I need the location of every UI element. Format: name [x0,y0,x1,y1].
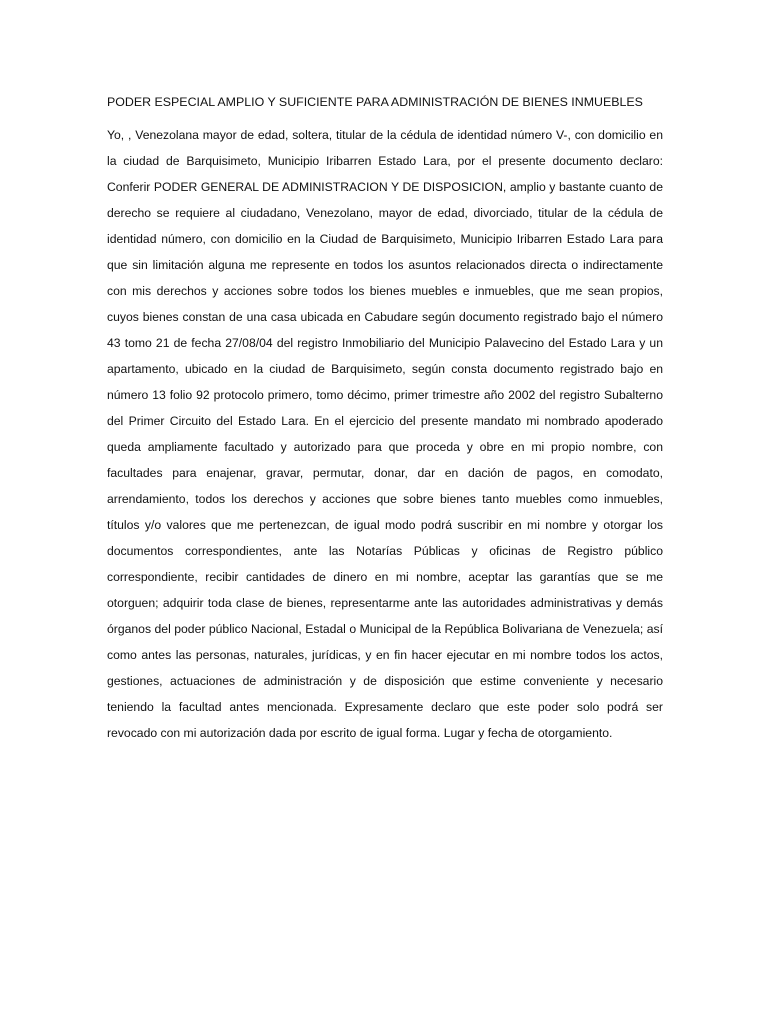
document-body: Yo, , Venezolana mayor de edad, soltera, titular de la cédula de identidad número V-, con domicilio en la ciudad de Barquisimeto, Municipio Iribarren Estado Lara, por el presente documento declaro: Conferir PODER GENERAL DE ADMINISTRACION Y DE DISPOSICION, amplio y bastante cuanto de derecho se requiere al ciudadano, Venezolano, mayor de edad, divorciado, titular de la cédula de identidad número, con domicilio en la Ciudad de Barquisimeto, Municipio Iribarren Estado Lara para que sin limitación alguna me represente en todos los asuntos relacionados directa o indirectamente con mis derechos y acciones sobre todos los bienes muebles e inmuebles, que me sean propios, cuyos bienes constan de una casa ubicada en Cabudare según documento registrado bajo el número 43 tomo 21 de fecha 27/08/04 del registro Inmobiliario del Municipio Palavecino del Estado Lara y un apartamento, ubicado en la ciudad de Barquisimeto, según consta documento registrado bajo en número 13 folio 92 protocolo primero, tomo décimo, primer trimestre año 2002 del registro Subalterno del Primer Circuito del Estado Lara. En el ejercicio del presente mandato mi nombrado apoderado queda ampliamente facultado y autorizado para que proceda y obre en mi propio nombre, con facultades para enajenar, gravar, permutar, donar, dar en dación de pagos, en comodato, arrendamiento, todos los derechos y acciones que sobre bienes tanto muebles como inmuebles, títulos y/o valores que me pertenezcan, de igual modo podrá suscribir en mi nombre y otorgar los documentos correspondientes, ante las Notarías Públicas y oficinas de Registro público correspondiente, recibir cantidades de dinero en mi nombre, aceptar las garantías que se me otorguen; adquirir toda clase de bienes, representarme ante las autoridades administrativas y demás órganos del poder público Nacional, Estadal o Municipal de la República Bolivariana de Venezuela; así como antes las personas, naturales, jurídicas, y en fin hacer ejecutar en mi nombre todos los actos, gestiones, actuaciones de administración y de disposición que estime conveniente y necesario teniendo la facultad antes mencionada. Expresamente declaro que este poder solo podrá ser revocado con mi autorización dada por escrito de igual forma. Lugar y fecha de otorgamiento. [107,128,663,740]
document-title: PODER ESPECIAL AMPLIO Y SUFICIENTE PARA ADMINISTRACIÓN DE BIENES INMUEBLES [107,95,643,109]
